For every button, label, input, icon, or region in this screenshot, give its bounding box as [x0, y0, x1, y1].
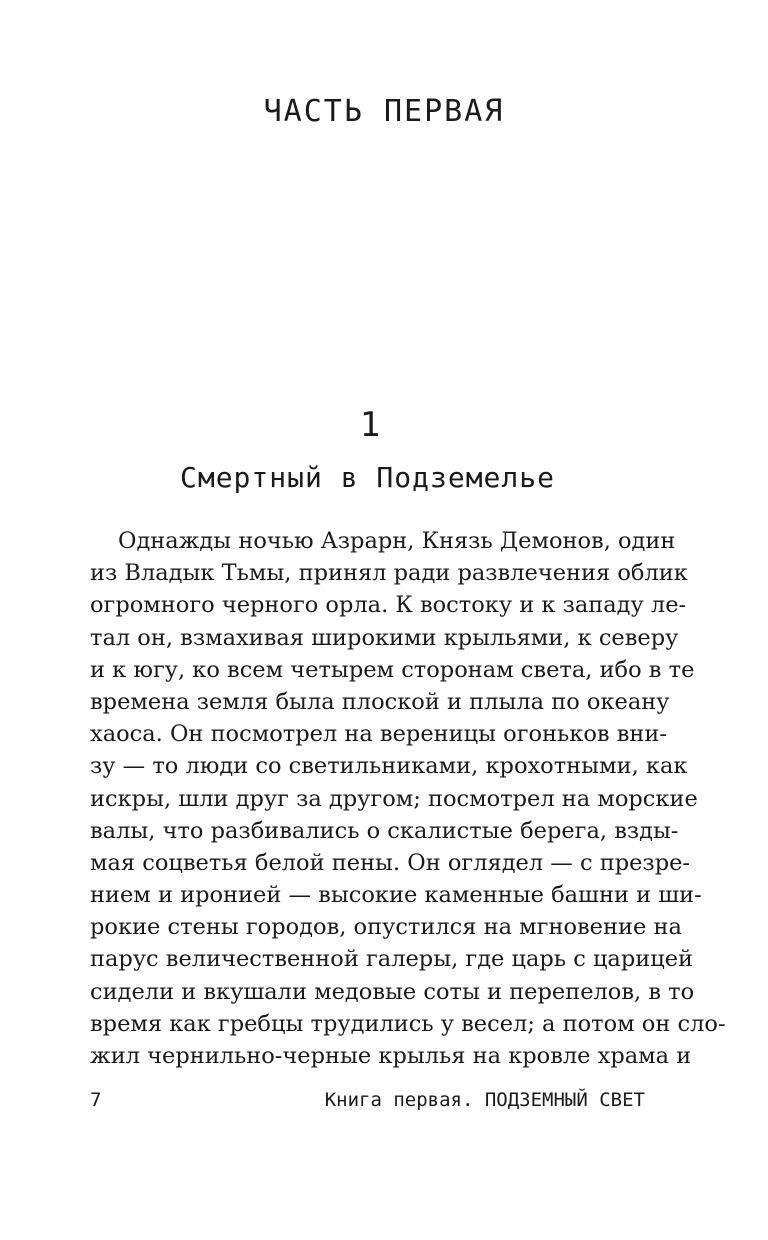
text-line: мая соцветья белой пены. Он оглядел — с презре- [90, 849, 691, 876]
text-line: времена земля была плоской и плыла по океану [90, 688, 670, 715]
text-line: нием и иронией — высокие каменные башни и ши- [90, 882, 702, 909]
text-line: хаоса. Он посмотрел на вереницы огоньков вни- [90, 721, 667, 748]
text-line: искры, шли друг за другом; посмотрел на морские [90, 785, 698, 812]
text-line: рокие стены городов, опустился на мгновение на [90, 914, 682, 941]
chapter-title: Смертный в Подземелье [179, 461, 555, 494]
text-line: парус величественной галеры, где царь с царицей [90, 946, 694, 973]
text-line: время как гребцы трудились у весел; а потом он сло- [90, 1010, 726, 1037]
text-line: валы, что разбивались о скалистые берега, взды- [90, 817, 679, 844]
text-line: из Владык Тьмы, принял ради развлечения облик [90, 560, 688, 587]
running-head: Книга первая. ПОДЗЕМНЫЙ СВЕТ [324, 1089, 645, 1111]
page-number: 7 [90, 1089, 102, 1111]
text-line: Однажды ночью Азрарн, Князь Демонов, один [118, 528, 676, 554]
part-title: ЧАСТЬ ПЕРВАЯ [263, 94, 505, 129]
text-line: и к югу, ко всем четырем сторонам света, ибо в те [90, 656, 695, 683]
text-line: огромного черного орла. К востоку и к западу ле- [90, 592, 687, 619]
text-line: зу — то люди со светильниками, крохотными, как [90, 753, 688, 780]
text-line: жил чернильно-черные крылья на кровле храма и [90, 1043, 692, 1069]
text-line: тал он, взмахивая широкими крыльями, к северу [90, 624, 679, 651]
text-line: сидели и вкушали медовые соты и перепелов, в то [90, 978, 695, 1005]
chapter-number: 1 [359, 405, 381, 445]
body-paragraph [90, 525, 726, 1072]
page-footer [90, 1085, 645, 1115]
